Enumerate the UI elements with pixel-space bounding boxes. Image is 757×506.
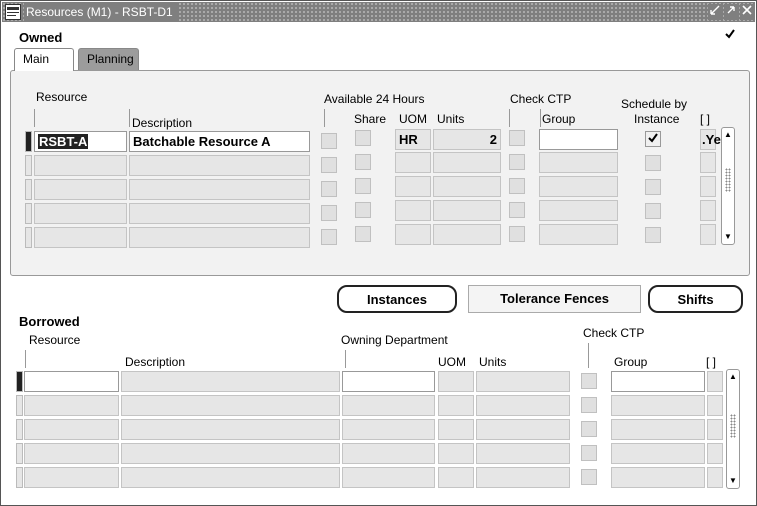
borrowed-group-field[interactable] bbox=[611, 443, 705, 464]
borrowed-header-check-ctp: Check CTP bbox=[583, 326, 645, 340]
borrowed-extra-field[interactable] bbox=[707, 467, 723, 488]
borrowed-section-label: Borrowed bbox=[19, 314, 80, 329]
borrowed-header-owning-department: Owning Department bbox=[341, 333, 448, 347]
header-available-24-hours: Available 24 Hours bbox=[324, 92, 425, 106]
header-divider bbox=[34, 109, 35, 127]
uom-field[interactable] bbox=[395, 152, 431, 173]
share-checkbox[interactable] bbox=[355, 178, 371, 194]
header-resource: Resource bbox=[36, 90, 88, 104]
borrowed-vertical-scrollbar[interactable] bbox=[726, 369, 740, 489]
check-ctp-checkbox[interactable] bbox=[509, 130, 525, 146]
header-divider bbox=[588, 343, 589, 368]
scroll-grip[interactable] bbox=[725, 168, 731, 192]
share-checkbox[interactable] bbox=[355, 202, 371, 218]
schedule-by-instance-checkbox[interactable] bbox=[645, 155, 661, 171]
share-checkbox[interactable] bbox=[355, 130, 371, 146]
description-field[interactable] bbox=[129, 203, 310, 224]
row-indicator[interactable] bbox=[25, 131, 32, 152]
tab-planning[interactable]: Planning bbox=[78, 48, 139, 70]
row-indicator[interactable] bbox=[16, 395, 23, 416]
uom-field[interactable] bbox=[395, 200, 431, 221]
header-divider bbox=[324, 109, 325, 127]
schedule-by-instance-checkbox[interactable] bbox=[645, 179, 661, 195]
header-schedule-by: Schedule by bbox=[621, 97, 688, 111]
maximize-icon[interactable] bbox=[724, 4, 738, 20]
extra-field[interactable] bbox=[700, 176, 716, 197]
group-field[interactable] bbox=[539, 224, 618, 245]
borrowed-extra-field[interactable] bbox=[707, 443, 723, 464]
check-ctp-checkbox[interactable] bbox=[509, 178, 525, 194]
title-bar[interactable] bbox=[2, 2, 755, 22]
check-ctp-checkbox[interactable] bbox=[509, 154, 525, 170]
borrowed-group-field[interactable] bbox=[611, 371, 705, 392]
oracle-form-icon bbox=[5, 4, 21, 20]
header-share: Share bbox=[354, 112, 387, 126]
extra-field[interactable] bbox=[700, 152, 716, 173]
window-title: Resources (M1) - RSBT-D1 bbox=[24, 3, 177, 21]
schedule-by-instance-checkbox[interactable] bbox=[645, 203, 661, 219]
header-uom: UOM bbox=[399, 112, 427, 126]
borrowed-units-field[interactable] bbox=[476, 443, 570, 464]
borrowed-header-bracket: [ ] bbox=[706, 355, 717, 369]
borrowed-header-units: Units bbox=[479, 355, 507, 369]
row-indicator[interactable] bbox=[16, 467, 23, 488]
share-checkbox[interactable] bbox=[355, 226, 371, 242]
scroll-grip[interactable] bbox=[730, 414, 736, 438]
borrowed-check-ctp-checkbox[interactable] bbox=[581, 445, 597, 461]
borrowed-uom-field[interactable] bbox=[438, 419, 474, 440]
borrowed-resource-field[interactable] bbox=[24, 467, 119, 488]
borrowed-description-field[interactable] bbox=[121, 371, 340, 392]
resource-value: RSBT-A bbox=[39, 134, 88, 149]
owning-department-field[interactable] bbox=[342, 467, 435, 488]
units-field[interactable] bbox=[433, 152, 501, 173]
borrowed-resource-field[interactable] bbox=[24, 443, 119, 464]
owned-vertical-scrollbar[interactable] bbox=[721, 127, 735, 245]
close-icon[interactable] bbox=[740, 4, 754, 20]
check-ctp-checkbox[interactable] bbox=[509, 226, 525, 242]
row-indicator[interactable] bbox=[25, 155, 32, 176]
group-field[interactable] bbox=[539, 129, 618, 150]
borrowed-uom-field[interactable] bbox=[438, 467, 474, 488]
borrowed-uom-field[interactable] bbox=[438, 371, 474, 392]
owning-department-field[interactable] bbox=[342, 371, 435, 392]
units-field[interactable] bbox=[433, 224, 501, 245]
resource-field[interactable] bbox=[34, 131, 127, 152]
extra-field[interactable]: .Ye bbox=[700, 129, 716, 150]
available-24-hours-checkbox[interactable] bbox=[321, 205, 337, 221]
scroll-down-arrow-icon[interactable]: ▼ bbox=[724, 232, 732, 241]
borrowed-extra-field[interactable] bbox=[707, 419, 723, 440]
row-indicator[interactable] bbox=[16, 419, 23, 440]
header-bracket: [ ] bbox=[700, 112, 711, 126]
borrowed-header-description: Description bbox=[125, 355, 186, 369]
row-indicator[interactable] bbox=[25, 179, 32, 200]
row-indicator[interactable] bbox=[25, 227, 32, 248]
borrowed-header-resource: Resource bbox=[29, 333, 81, 347]
borrowed-check-ctp-checkbox[interactable] bbox=[581, 397, 597, 413]
borrowed-units-field[interactable] bbox=[476, 371, 570, 392]
borrowed-check-ctp-checkbox[interactable] bbox=[581, 469, 597, 485]
row-indicator[interactable] bbox=[16, 443, 23, 464]
borrowed-uom-field[interactable] bbox=[438, 395, 474, 416]
owned-section-label: Owned bbox=[19, 30, 63, 45]
header-group: Group bbox=[542, 112, 576, 126]
description-field[interactable]: Batchable Resource A bbox=[129, 131, 310, 152]
row-indicator[interactable] bbox=[16, 371, 23, 392]
owning-department-field[interactable] bbox=[342, 395, 435, 416]
instances-button[interactable]: Instances bbox=[337, 285, 457, 313]
borrowed-units-field[interactable] bbox=[476, 419, 570, 440]
borrowed-group-field[interactable] bbox=[611, 395, 705, 416]
header-instance: Instance bbox=[634, 112, 680, 126]
scroll-up-arrow-icon[interactable]: ▲ bbox=[724, 130, 732, 139]
schedule-by-instance-checkbox[interactable] bbox=[645, 227, 661, 243]
header-divider bbox=[25, 350, 26, 368]
resource-field[interactable] bbox=[34, 227, 127, 248]
description-field[interactable] bbox=[129, 155, 310, 176]
borrowed-group-field[interactable] bbox=[611, 419, 705, 440]
tab-main[interactable]: Main bbox=[14, 48, 74, 71]
units-field[interactable] bbox=[433, 200, 501, 221]
header-divider bbox=[540, 109, 541, 127]
extra-field[interactable] bbox=[700, 224, 716, 245]
borrowed-check-ctp-checkbox[interactable] bbox=[581, 421, 597, 437]
owning-department-field[interactable] bbox=[342, 419, 435, 440]
share-checkbox[interactable] bbox=[355, 154, 371, 170]
borrowed-resource-field[interactable] bbox=[24, 395, 119, 416]
borrowed-resource-field[interactable] bbox=[24, 371, 119, 392]
row-indicator[interactable] bbox=[25, 203, 32, 224]
borrowed-group-field[interactable] bbox=[611, 467, 705, 488]
units-field[interactable] bbox=[433, 176, 501, 197]
owning-department-field[interactable] bbox=[342, 443, 435, 464]
borrowed-header-group: Group bbox=[614, 355, 648, 369]
header-divider bbox=[345, 350, 346, 368]
extra-field[interactable] bbox=[700, 200, 716, 221]
resource-field[interactable] bbox=[34, 179, 127, 200]
available-24-hours-checkbox[interactable] bbox=[321, 229, 337, 245]
shifts-button[interactable]: Shifts bbox=[648, 285, 743, 313]
borrowed-extra-field[interactable] bbox=[707, 371, 723, 392]
borrowed-description-field[interactable] bbox=[121, 395, 340, 416]
borrowed-check-ctp-checkbox[interactable] bbox=[581, 373, 597, 389]
borrowed-description-field[interactable] bbox=[121, 467, 340, 488]
group-field[interactable] bbox=[539, 176, 618, 197]
group-field[interactable] bbox=[539, 200, 618, 221]
uom-field[interactable] bbox=[395, 224, 431, 245]
description-field[interactable] bbox=[129, 227, 310, 248]
borrowed-extra-field[interactable] bbox=[707, 395, 723, 416]
header-description: Description bbox=[132, 116, 193, 130]
group-field[interactable] bbox=[539, 152, 618, 173]
borrowed-resource-field[interactable] bbox=[24, 419, 119, 440]
scroll-up-arrow-icon[interactable]: ▲ bbox=[729, 372, 737, 381]
uom-field[interactable]: HR bbox=[395, 129, 431, 150]
tolerance-fences-button[interactable]: Tolerance Fences bbox=[468, 285, 641, 313]
borrowed-units-field[interactable] bbox=[476, 395, 570, 416]
header-units: Units bbox=[437, 112, 465, 126]
borrowed-description-field[interactable] bbox=[121, 443, 340, 464]
scroll-down-arrow-icon[interactable]: ▼ bbox=[729, 476, 737, 485]
restore-icon[interactable] bbox=[708, 4, 722, 20]
borrowed-uom-field[interactable] bbox=[438, 443, 474, 464]
available-24-hours-checkbox[interactable] bbox=[321, 181, 337, 197]
available-24-hours-checkbox[interactable] bbox=[321, 157, 337, 173]
borrowed-header-uom: UOM bbox=[438, 355, 466, 369]
main-tab-panel bbox=[10, 70, 750, 276]
resource-field[interactable] bbox=[34, 203, 127, 224]
header-divider bbox=[129, 109, 130, 127]
check-ctp-checkbox[interactable] bbox=[509, 202, 525, 218]
borrowed-units-field[interactable] bbox=[476, 467, 570, 488]
available-24-hours-checkbox[interactable] bbox=[321, 133, 337, 149]
owned-checkbox[interactable] bbox=[723, 28, 737, 42]
description-field[interactable] bbox=[129, 179, 310, 200]
borrowed-description-field[interactable] bbox=[121, 419, 340, 440]
units-field[interactable]: 2 bbox=[433, 129, 501, 150]
header-divider bbox=[509, 109, 510, 127]
header-check-ctp: Check CTP bbox=[510, 92, 572, 106]
uom-field[interactable] bbox=[395, 176, 431, 197]
resource-field[interactable] bbox=[34, 155, 127, 176]
schedule-by-instance-checkbox[interactable] bbox=[645, 131, 661, 147]
